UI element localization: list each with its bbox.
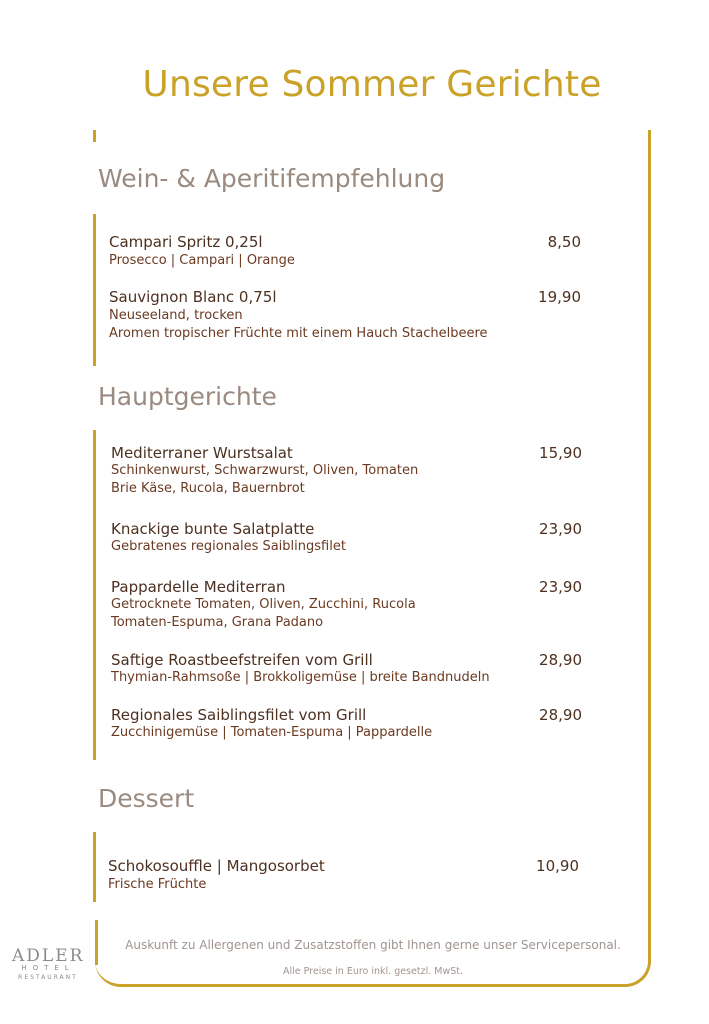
- menu-item-desc: Gebratenes regionales Saiblingsfilet: [111, 539, 346, 554]
- menu-item-name: Campari Spritz 0,25l: [109, 233, 263, 251]
- menu-item-price: 28,90: [539, 651, 582, 669]
- hotel-logo: [12, 946, 84, 981]
- menu-item-name: Regionales Saiblingsfilet vom Grill: [111, 706, 367, 724]
- section-bar: [93, 214, 96, 366]
- menu-item-price: 23,90: [539, 520, 582, 538]
- section-title-main: Hauptgerichte: [98, 382, 277, 411]
- menu-item-name: Pappardelle Mediterran: [111, 578, 286, 596]
- menu-item-desc: Schinkenwurst, Schwarzwurst, Oliven, Tomaten: [111, 463, 419, 478]
- menu-item-name: Schokosouffle | Mangosorbet: [108, 857, 325, 875]
- menu-item-desc: Getrocknete Tomaten, Oliven, Zucchini, Rucola: [111, 597, 416, 612]
- menu-item-desc: Zucchinigemüse | Tomaten-Espuma | Pappardelle: [111, 725, 433, 740]
- menu-item-price: 23,90: [539, 578, 582, 596]
- menu-item-name: Sauvignon Blanc 0,75l: [109, 288, 277, 306]
- menu-item-price: 8,50: [547, 233, 581, 251]
- menu-item-name: Saftige Roastbeefstreifen vom Grill: [111, 651, 373, 669]
- section-bar: [93, 832, 96, 902]
- menu-item-price: 28,90: [539, 706, 582, 724]
- menu-item-desc: Frische Früchte: [108, 877, 207, 892]
- logo-sub-text: HOTEL: [21, 964, 75, 972]
- menu-item-desc: Tomaten-Espuma, Grana Padano: [111, 615, 324, 630]
- menu-item-desc: Prosecco | Campari | Orange: [109, 253, 295, 268]
- logo-sub-text: RESTAURANT: [18, 974, 78, 981]
- section-title-dessert: Dessert: [98, 784, 195, 813]
- page-title: Unsere Sommer Gerichte: [142, 64, 602, 105]
- menu-item-price: 19,90: [538, 288, 581, 306]
- logo-main-text: ADLER: [12, 946, 85, 966]
- menu-item-desc: Neuseeland, trocken: [109, 308, 243, 323]
- menu-item-name: Mediterraner Wurstsalat: [111, 444, 293, 462]
- vat-note: Alle Preise in Euro inkl. gesetzl. MwSt.: [282, 966, 464, 977]
- section-title-wine: Wein- & Aperitifempfehlung: [98, 164, 446, 193]
- menu-item-price: 15,90: [539, 444, 582, 462]
- menu-item-price: 10,90: [536, 857, 579, 875]
- menu-item-desc: Aromen tropischer Früchte mit einem Hauch Stachelbeere: [109, 326, 488, 341]
- allergen-note: Auskunft zu Allergenen und Zusatzstoffen gibt Ihnen gerne unser Servicepersonal.: [125, 938, 621, 952]
- menu-item-name: Knackige bunte Salatplatte: [111, 520, 315, 538]
- section-bar: [93, 430, 96, 760]
- menu-item-desc: Thymian-Rahmsoße | Brokkoligemüse | breite Bandnudeln: [111, 670, 490, 685]
- menu-item-desc: Brie Käse, Rucola, Bauernbrot: [111, 481, 305, 496]
- frame-divider: [93, 130, 96, 142]
